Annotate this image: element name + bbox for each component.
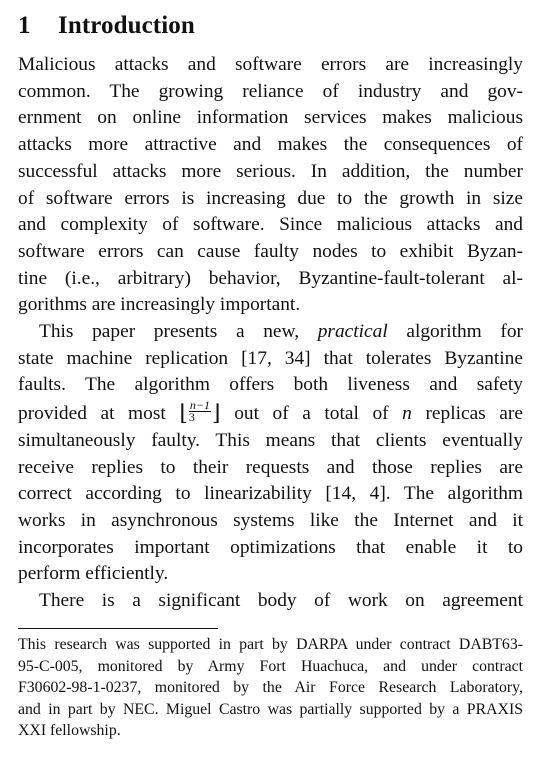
footnote-line: This research was supported in part by DARPA under contract DABT63- — [18, 636, 523, 653]
paragraph-2 — [18, 319, 523, 588]
text-line: works in asynchronous systems like the Internet and it — [18, 509, 523, 531]
footnote-line: XXI fellowship. — [18, 722, 121, 740]
text-line: perform efficiently. — [18, 563, 169, 585]
text-line: gorithms are increasingly important. — [18, 294, 301, 316]
footnote-rule — [18, 628, 218, 629]
math-variable: n — [402, 403, 412, 425]
section-number: 1 — [18, 12, 31, 39]
text-line: correct according to linearizability [14, 4]. The algorithm — [18, 483, 523, 505]
floor-right-bracket: ⌋ — [212, 400, 221, 426]
text-line: There is a significant body of work on agreement — [39, 590, 523, 612]
text-span: provided at most — [18, 403, 180, 425]
text-line — [18, 399, 523, 428]
text-line: successful attacks more serious. In addition, the number — [18, 160, 523, 182]
footnote — [18, 634, 523, 742]
text-line: Malicious attacks and software errors are increasingly — [18, 54, 523, 75]
section-heading — [18, 10, 523, 42]
fraction-numerator: n−1 — [189, 398, 211, 413]
text-span: This paper presents a new, — [39, 321, 318, 343]
section-title: Introduction — [58, 12, 195, 39]
footnote-line: F30602-98-1-0237, monitored by the Air Force Research Laboratory, — [18, 679, 523, 697]
text-line: and complexity of software. Since malicious attacks and — [18, 214, 523, 236]
emphasis: practical — [317, 321, 388, 343]
text-line: receive replies to their requests and those replies are — [18, 456, 523, 478]
text-line: common. The growing reliance of industry and gov- — [18, 80, 523, 102]
text-line: tine (i.e., arbitrary) behavior, Byzantine-fault-tolerant al- — [18, 267, 523, 289]
text-line: simultaneously faulty. This means that clients eventually — [18, 429, 523, 451]
fraction — [189, 400, 211, 423]
paragraph-3 — [18, 588, 523, 615]
footnote-line: 95-C-005, monitored by Army Fort Huachuca, and under contract — [18, 657, 523, 675]
text-line: incorporates important optimizations that enable it to — [18, 536, 523, 558]
text-line: of software errors is increasing due to the growth in size — [18, 187, 523, 209]
fraction-denominator: 3 — [188, 410, 195, 425]
footnote-line: and in part by NEC. Miguel Castro was partially supported by a PRAXIS — [18, 700, 523, 718]
paper-page — [18, 0, 523, 615]
text-line: software errors can cause faulty nodes to exhibit Byzan- — [18, 240, 523, 262]
text-span: replicas are — [411, 403, 523, 425]
text-line: faults. The algorithm offers both liveness and safety — [18, 374, 523, 396]
text-line: attacks more attractive and makes the consequences of — [18, 134, 523, 156]
text-line: state machine replication [17, 34] that tolerates Byzantine — [18, 347, 523, 369]
paragraph-1 — [18, 52, 523, 319]
body-text — [18, 52, 523, 615]
text-line — [18, 319, 523, 346]
text-span: algorithm for — [387, 321, 523, 343]
text-span: out of a total of — [220, 403, 403, 425]
text-line: ernment on online information services makes malicious — [18, 107, 523, 129]
floor-left-bracket: ⌊ — [179, 400, 188, 426]
